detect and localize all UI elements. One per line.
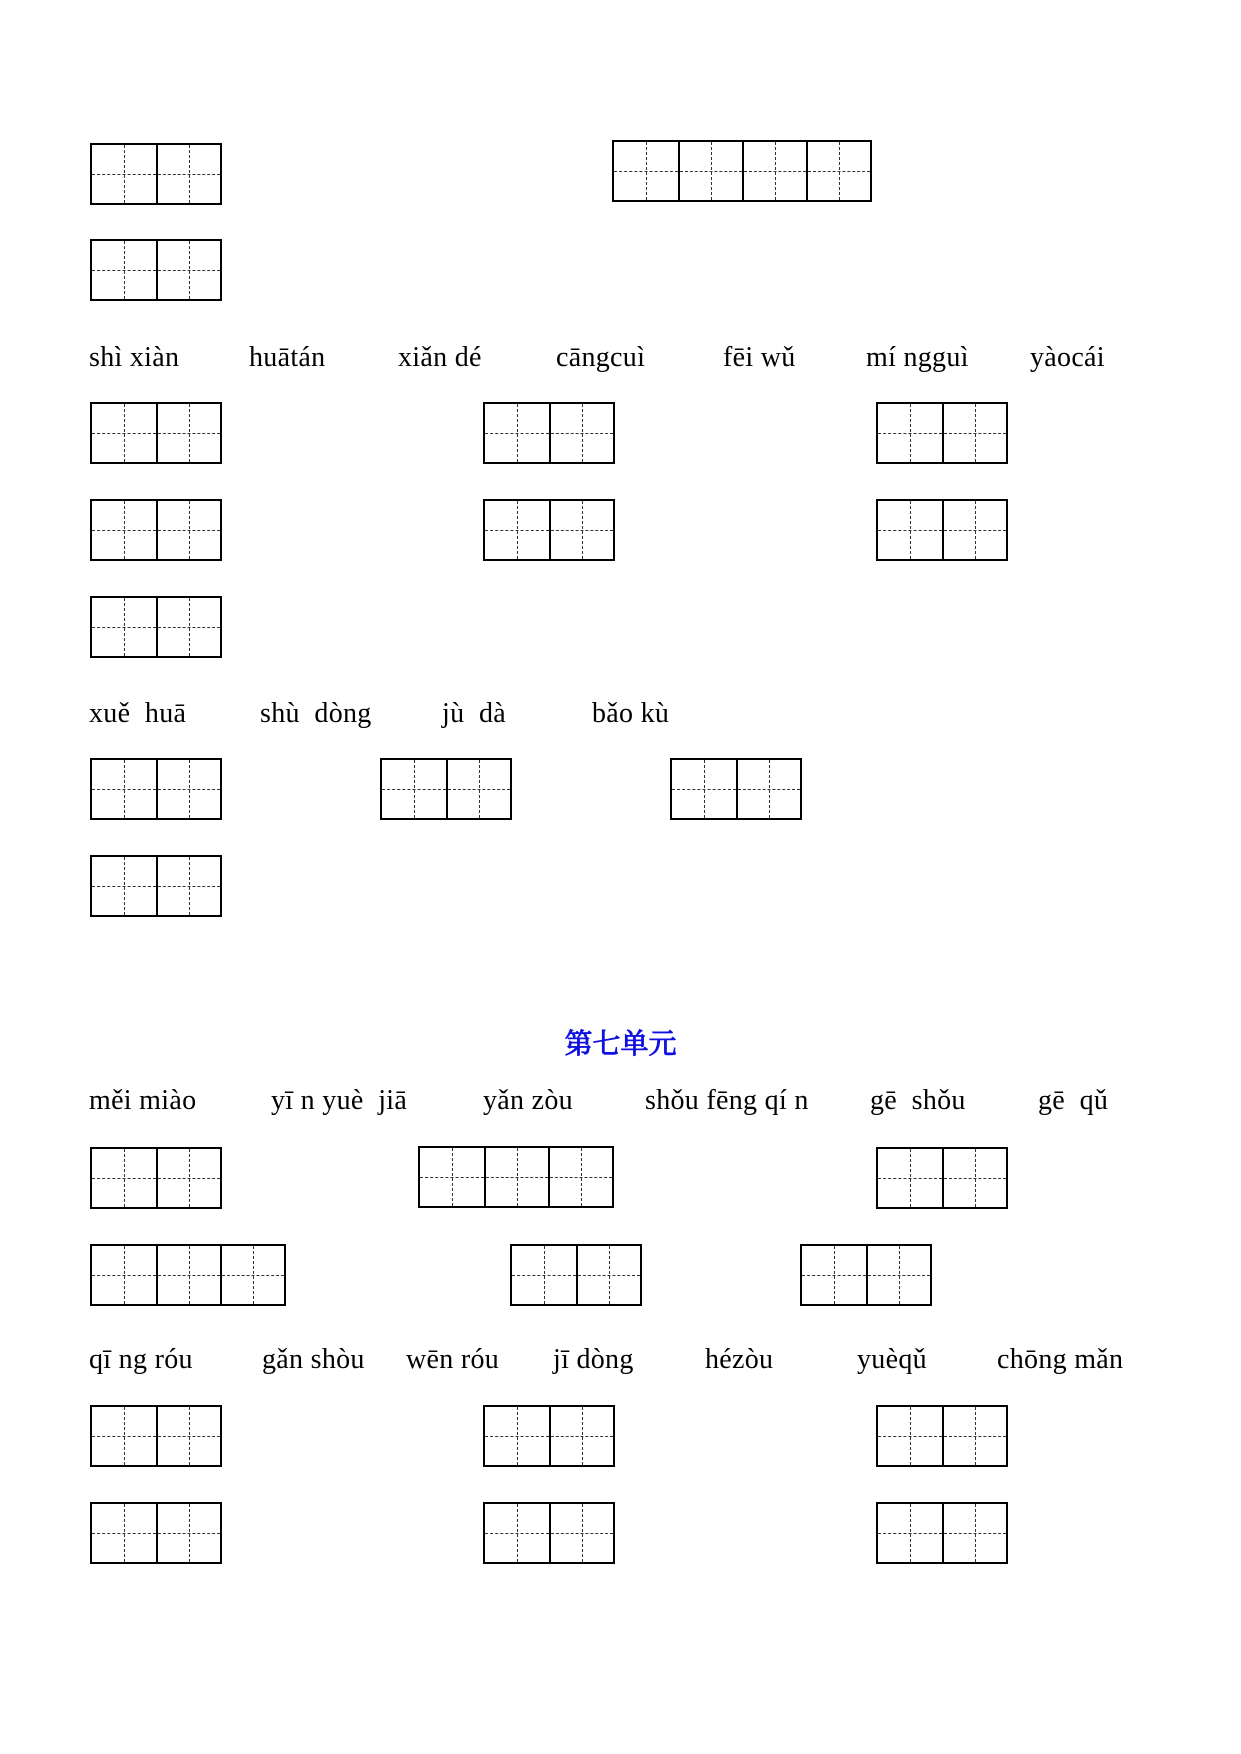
char-grid-2[interactable] [876,499,1008,561]
pinyin-word: gǎn shòu [262,1344,365,1375]
char-grid-2[interactable] [483,402,615,464]
pinyin-word: gē qǔ [1038,1085,1109,1116]
char-grid-2[interactable] [90,855,222,917]
pinyin-word: qī ng róu [89,1344,193,1375]
char-grid-2[interactable] [380,758,512,820]
char-grid-2[interactable] [90,1502,222,1564]
char-grid-2[interactable] [876,402,1008,464]
char-grid-2[interactable] [90,596,222,658]
pinyin-word: hézòu [705,1344,774,1375]
pinyin-word: shì xiàn [89,342,180,373]
char-grid-2[interactable] [800,1244,932,1306]
char-grid-2[interactable] [483,499,615,561]
pinyin-word: fēi wǔ [723,342,796,373]
char-grid-2[interactable] [90,1405,222,1467]
char-grid-3[interactable] [418,1146,614,1208]
char-grid-2[interactable] [483,1405,615,1467]
char-grid-2[interactable] [876,1502,1008,1564]
unit-title: 第七单元 [564,1027,677,1060]
pinyin-word: yǎn zòu [483,1085,573,1116]
pinyin-word: cāngcuì [556,342,646,373]
pinyin-word: jù dà [442,698,507,729]
char-grid-2[interactable] [90,143,222,205]
char-grid-2[interactable] [670,758,802,820]
pinyin-word: měi miào [89,1085,197,1116]
pinyin-word: bǎo kù [592,698,670,729]
char-grid-4[interactable] [612,140,872,202]
pinyin-word: gē shǒu [870,1085,966,1116]
char-grid-2[interactable] [90,239,222,301]
pinyin-word: chōng mǎn [997,1344,1124,1375]
char-grid-2[interactable] [483,1502,615,1564]
pinyin-word: yī n yuè jiā [271,1085,408,1116]
pinyin-word: wēn róu [406,1344,500,1375]
char-grid-2[interactable] [876,1147,1008,1209]
pinyin-word: jī dòng [553,1344,634,1375]
pinyin-word: shù dòng [260,698,372,729]
char-grid-2[interactable] [90,1147,222,1209]
char-grid-2[interactable] [510,1244,642,1306]
pinyin-word: yàocái [1030,342,1105,373]
char-grid-3[interactable] [90,1244,286,1306]
pinyin-word: xiǎn dé [398,342,482,373]
char-grid-2[interactable] [90,402,222,464]
pinyin-word: huātán [249,342,326,373]
pinyin-word: xuě huā [89,698,187,729]
pinyin-word: yuèqǔ [857,1344,927,1375]
char-grid-2[interactable] [90,499,222,561]
char-grid-2[interactable] [90,758,222,820]
pinyin-word: mí ngguì [866,342,969,373]
char-grid-2[interactable] [876,1405,1008,1467]
pinyin-word: shǒu fēng qí n [645,1085,809,1116]
